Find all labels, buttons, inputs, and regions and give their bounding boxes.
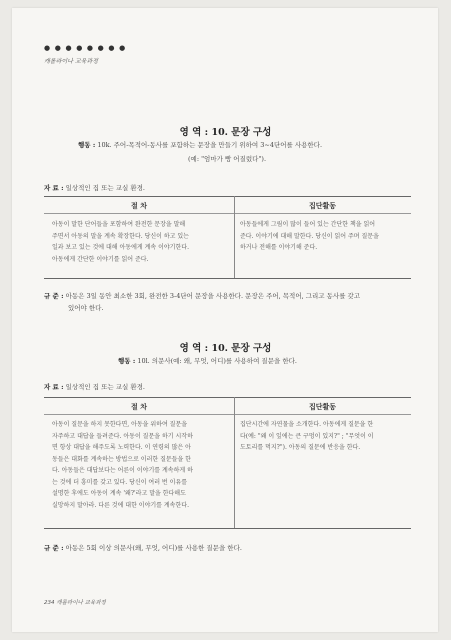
criteria-text: 아동은 3일 동안 최소한 3회, 완전한 3-4단어 문장을 사용한다. 문장은 주어, 목적어, 그리고 동사를 갖고 xyxy=(65,292,361,300)
text-line: 도토리를 먹지?"). 아동의 질문에 반응을 한다. xyxy=(240,444,361,451)
text-line: 다. 아동들은 대답보다는 어른이 이야기를 계속하게 하 xyxy=(52,467,193,474)
text-line: 실망하지 말아라. 다른 것에 대한 이야기를 계속한다. xyxy=(52,501,189,509)
table1-procedure-cell xyxy=(52,219,230,265)
section1-criteria-cont: 있어야 한다. xyxy=(68,304,104,312)
table2-group-cell xyxy=(240,419,408,454)
table2-procedure-cell xyxy=(52,419,230,511)
document-page xyxy=(12,8,438,632)
behavior-label: 행동 : xyxy=(118,357,136,365)
table1-bottom-rule xyxy=(44,278,411,279)
page-number: 234 xyxy=(44,600,55,606)
behavior-text: 10k. 주어-목적어-동사를 포함하는 문장을 만들기 위하여 3~4단어를 사용한다. xyxy=(97,141,323,149)
section2-behavior xyxy=(118,356,297,365)
material-label: 자 료 : xyxy=(44,383,64,391)
section1-criteria xyxy=(44,291,360,300)
table2-top-rule xyxy=(44,397,411,398)
text-line: 일과 보고 있는 것에 대해 아동에게 계속 이야기한다. xyxy=(52,244,189,251)
section2-material xyxy=(44,382,145,391)
criteria-text: 아동은 5회 이상 의문사(왜, 무엇, 어디)를 사용한 질문을 한다. xyxy=(65,544,242,552)
behavior-label: 행동 : xyxy=(78,141,96,149)
text-line: 준다. 이야기에 대해 말한다. 당신이 읽어 주며 질문을 xyxy=(240,232,379,240)
table2-bottom-rule xyxy=(44,528,411,529)
table1-divider xyxy=(234,196,235,278)
text-line: 하거나 전해를 이야기해 준다. xyxy=(240,244,318,251)
section1-behavior xyxy=(78,140,322,149)
header-dots: ● ● ● ● ● ● ● ● xyxy=(44,44,127,52)
section1-example: (예: "엄마가 빵 어질렀다"). xyxy=(188,155,267,163)
text-line: 동들은 대화를 계속하는 방법으로 이러한 질문들을 한 xyxy=(52,455,191,463)
text-line: 면 항상 대답을 해주도록 노력한다. 이 연령의 많은 아 xyxy=(52,444,191,451)
text-line: 다(예: "왜 이 잎에는 큰 구멍이 있지?" ; "무엇이 이 xyxy=(240,432,374,440)
material-label: 자 료 : xyxy=(44,184,64,192)
table2-head-rule xyxy=(44,414,411,415)
text-line: 자주하고 대답을 들려준다. 아동이 질문을 하기 시작하 xyxy=(52,432,193,440)
section2-criteria xyxy=(44,543,242,552)
page-footer xyxy=(44,598,106,606)
criteria-label: 규 준 : xyxy=(44,292,64,300)
text-line: 설명한 후에도 아동이 계속 '왜?'라고 말을 한다해도 xyxy=(52,490,186,497)
section1-material xyxy=(44,183,145,192)
text-line: 는 것에 더 흥미를 갖고 있다. 당신이 여러 번 이유를 xyxy=(52,478,187,486)
table1-head-rule xyxy=(44,213,411,214)
table1-head-group: 집단활동 xyxy=(308,201,337,210)
text-line: 주면서 아동의 말을 계속 확장한다. 당신이 하고 있는 xyxy=(52,232,189,240)
table1-group-cell xyxy=(240,219,408,254)
section2-title: 영 역 : 10. 문장 구성 xyxy=(179,343,272,354)
table1-top-rule xyxy=(44,196,411,197)
footer-text: 캐롤라이나 교육과정 xyxy=(56,600,106,606)
behavior-text: 10l. 의문사(예: 왜, 무엇, 어디)를 사용하여 질문을 한다. xyxy=(137,357,297,365)
text-line: 아동이 말한 단어들을 포함하여 완전한 문장을 말해 xyxy=(52,221,186,228)
material-text: 일상적인 집 또는 교실 환경. xyxy=(65,184,145,192)
running-header: 캐롤라이나 교육과정 xyxy=(44,58,99,65)
text-line: 집단시간에 자연물을 소개한다. 아동에게 질문을 한 xyxy=(240,421,374,428)
material-text: 일상적인 집 또는 교실 환경. xyxy=(65,383,145,391)
text-line: 아동들에게 그림이 많이 들어 있는 간단한 책을 읽어 xyxy=(240,221,376,228)
table2-head-procedure: 절 차 xyxy=(131,402,147,411)
table2-divider xyxy=(234,397,235,528)
table1-head-procedure: 절 차 xyxy=(131,201,147,210)
text-line: 아동에게 간단한 이야기를 읽어 준다. xyxy=(52,255,149,263)
table2-head-group: 집단활동 xyxy=(308,402,337,411)
criteria-label: 규 준 : xyxy=(44,544,64,552)
text-line: 아동이 질문을 하지 못한다면, 아동을 위하여 질문을 xyxy=(52,421,188,428)
section1-title: 영 역 : 10. 문장 구성 xyxy=(179,127,272,138)
